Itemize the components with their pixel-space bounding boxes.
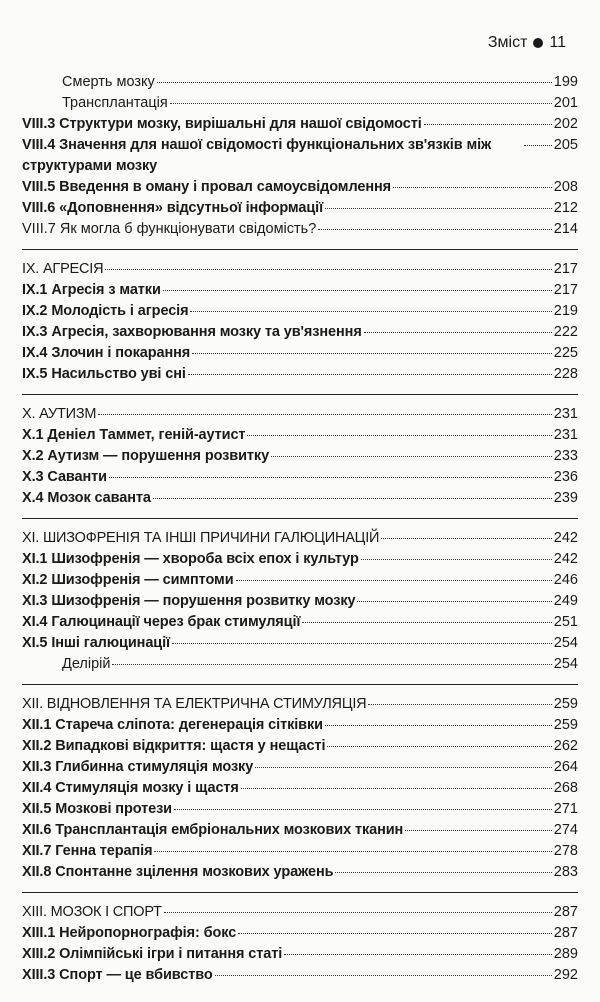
dot-leader (170, 103, 552, 104)
section-divider (22, 249, 578, 250)
toc-entry[interactable] (22, 280, 578, 301)
toc-entry[interactable] (22, 862, 578, 883)
dot-leader (405, 830, 552, 831)
toc-entry-page: 231 (553, 427, 578, 443)
toc-entry-page: 287 (553, 925, 578, 941)
dot-leader (424, 124, 552, 125)
toc-entry-page: 292 (553, 967, 578, 983)
dot-leader (163, 290, 552, 291)
toc-entry[interactable] (22, 93, 578, 114)
toc-entry-page: 236 (553, 469, 578, 485)
toc-entry-page: 259 (553, 696, 578, 712)
toc-entry-page: 242 (553, 530, 578, 546)
dot-leader (361, 559, 552, 560)
toc-entry-title: XII.4 Стимуляція мозку і щастя (22, 780, 239, 796)
toc-entry-title: XII.5 Мозкові протези (22, 801, 172, 817)
toc-entry-title: VIII.3 Структури мозку, вирішальні для нашої свідомості (22, 116, 422, 132)
toc-entry[interactable] (22, 301, 578, 322)
dot-leader (284, 954, 552, 955)
toc-entry[interactable] (22, 72, 578, 93)
toc-entry[interactable] (22, 633, 578, 654)
toc-entry-page: 201 (553, 95, 578, 111)
toc-entry[interactable] (22, 528, 578, 549)
bullet-dot-icon (533, 38, 543, 48)
toc-entry[interactable] (22, 778, 578, 799)
section-divider (22, 518, 578, 519)
dot-leader (154, 851, 551, 852)
toc-entry-title: XII.8 Спонтанне зцілення мозкових уражень (22, 864, 334, 880)
dot-leader (188, 374, 552, 375)
toc-entry[interactable] (22, 591, 578, 612)
toc-entry-page: 217 (553, 282, 578, 298)
toc-entry-title: X. АУТИЗМ (22, 406, 97, 422)
dot-leader (364, 332, 552, 333)
toc-entry[interactable] (22, 654, 578, 675)
dot-leader (112, 664, 551, 665)
toc-entry-title: IX.4 Злочин і покарання (22, 345, 191, 361)
header-title: Зміст (487, 34, 528, 51)
toc-entry[interactable] (22, 902, 578, 923)
toc-entry-title: IX.3 Агресія, захворювання мозку та ув'язнення (22, 324, 362, 340)
dot-leader (238, 933, 552, 934)
toc-section (22, 72, 578, 240)
dot-leader (172, 643, 552, 644)
section-divider (22, 892, 578, 893)
toc-entry[interactable] (22, 425, 578, 446)
toc-entry[interactable] (22, 944, 578, 965)
toc-entry[interactable] (22, 549, 578, 570)
header-page-number: 11 (549, 34, 566, 51)
toc-entry-page: 249 (553, 593, 578, 609)
dot-leader (381, 538, 552, 539)
dot-leader (164, 912, 552, 913)
toc-entry-page: 222 (553, 324, 578, 340)
toc-entry[interactable] (22, 923, 578, 944)
toc-entry-title: XII.2 Випадкові відкриття: щастя у нещасті (22, 738, 326, 754)
toc-entry-title: XII.1 Стареча сліпота: дегенерація сітківки (22, 717, 323, 733)
toc-entry[interactable] (22, 364, 578, 385)
toc-entry-page: 262 (553, 738, 578, 754)
section-divider (22, 394, 578, 395)
toc-section (22, 404, 578, 509)
toc-entry[interactable] (22, 820, 578, 841)
toc-entry-page: 289 (553, 946, 578, 962)
toc-entry-title: XIII.3 Спорт — це вбивство (22, 967, 213, 983)
dot-leader (98, 414, 552, 415)
dot-leader (271, 456, 552, 457)
toc-entry-page: 287 (553, 904, 578, 920)
toc-entry-page: 214 (553, 221, 578, 237)
dot-leader (325, 208, 552, 209)
toc-entry-page: 199 (553, 74, 578, 90)
toc-entry-title: X.3 Саванти (22, 469, 107, 485)
toc-entry-title: IX. АГРЕСІЯ (22, 261, 104, 277)
toc-entry-title: VIII.6 «Доповнення» відсутньої інформації (22, 200, 324, 216)
toc-entry-page: 217 (553, 261, 578, 277)
toc-entry[interactable] (22, 965, 578, 986)
toc-entry-title: Смерть мозку (62, 74, 155, 90)
dot-leader (368, 704, 551, 705)
section-divider (22, 684, 578, 685)
toc-entry[interactable] (22, 799, 578, 820)
toc-entry[interactable] (22, 114, 578, 135)
toc-entry-title: XI.5 Інші галюцинації (22, 635, 171, 651)
dot-leader (325, 725, 552, 726)
toc-entry[interactable] (22, 757, 578, 778)
toc-entry[interactable] (22, 177, 578, 198)
toc-entry[interactable] (22, 467, 578, 488)
toc-section (22, 694, 578, 883)
toc-entry-title: XII. ВІДНОВЛЕННЯ ТА ЕЛЕКТРИЧНА СТИМУЛЯЦІЯ (22, 696, 367, 712)
toc-entry-title: XI.3 Шизофренія — порушення розвитку мозку (22, 593, 356, 609)
toc-entry[interactable] (22, 259, 578, 280)
toc-section (22, 902, 578, 986)
toc-entry-page: 271 (553, 801, 578, 817)
dot-leader (393, 187, 552, 188)
dot-leader (190, 311, 551, 312)
toc-entry-page: 228 (553, 366, 578, 382)
toc-entry-title: XIII.2 Олімпійські ігри і питання статі (22, 946, 283, 962)
toc-entry-title: XI.4 Галюцинації через брак стимуляції (22, 614, 301, 630)
toc-entry-page: 239 (553, 490, 578, 506)
toc-entry-title: XI.2 Шизофренія — симптоми (22, 572, 234, 588)
dot-leader (524, 145, 552, 146)
toc-entry-page: 283 (553, 864, 578, 880)
running-header (488, 34, 566, 52)
toc-entry-title: IX.5 Насильство уві сні (22, 366, 186, 382)
toc-entry-page: 242 (553, 551, 578, 567)
toc-entry-title: VIII.4 Значення для нашої свідомості функціональних зв'язків між структурами мозку (22, 137, 492, 174)
toc-entry-title: XIII.1 Нейропорнографія: бокс (22, 925, 237, 941)
toc-entry-page: 278 (553, 843, 578, 859)
toc-entry-title: X.2 Аутизм — порушення розвитку (22, 448, 270, 464)
dot-leader (302, 622, 551, 623)
dot-leader (255, 767, 552, 768)
toc-entry-title: VIII.5 Введення в оману і провал самоусвідомлення (22, 179, 391, 195)
toc-entry[interactable] (22, 404, 578, 425)
dot-leader (247, 435, 551, 436)
toc-entry-page: 205 (553, 137, 578, 153)
dot-leader (157, 82, 552, 83)
toc-entry-page: 233 (553, 448, 578, 464)
dot-leader (335, 872, 551, 873)
toc-entry[interactable] (22, 446, 578, 467)
toc-entry[interactable] (22, 736, 578, 757)
dot-leader (105, 269, 551, 270)
toc-entry[interactable] (22, 488, 578, 509)
toc-entry[interactable] (22, 570, 578, 591)
toc-entry[interactable] (22, 343, 578, 364)
toc-entry-title: XI. ШИЗОФРЕНІЯ ТА ІНШІ ПРИЧИНИ ГАЛЮЦИНАЦІЙ (22, 530, 380, 546)
dot-leader (215, 975, 552, 976)
dot-leader (174, 809, 552, 810)
toc-section (22, 528, 578, 675)
dot-leader (236, 580, 552, 581)
dot-leader (153, 498, 552, 499)
toc-entry-page: 246 (553, 572, 578, 588)
toc-entry-page: 274 (553, 822, 578, 838)
toc-entry-title: IX.2 Молодість і агресія (22, 303, 189, 319)
toc-entry-title: XI.1 Шизофренія — хвороба всіх епох і культур (22, 551, 359, 567)
toc-entry-page: 268 (553, 780, 578, 796)
toc-entry[interactable] (22, 135, 578, 177)
toc-entry-page: 219 (553, 303, 578, 319)
toc-entry[interactable] (22, 841, 578, 862)
toc-entry-page: 202 (553, 116, 578, 132)
toc-entry-title: XII.7 Генна терапія (22, 843, 153, 859)
dot-leader (357, 601, 551, 602)
toc-entry[interactable] (22, 612, 578, 633)
toc-entry-title: IX.1 Агресія з матки (22, 282, 161, 298)
toc-entry-page: 254 (553, 635, 578, 651)
toc-entry-title: Трансплантація (62, 95, 168, 111)
toc-entry[interactable] (22, 694, 578, 715)
toc-entry-title: XII.6 Трансплантація ембріональних мозкових тканин (22, 822, 404, 838)
table-of-contents (22, 72, 578, 986)
dot-leader (327, 746, 551, 747)
toc-entry-title: Делірій (62, 656, 111, 672)
toc-entry-page: 212 (553, 200, 578, 216)
toc-entry-page: 231 (553, 406, 578, 422)
toc-entry-title: X.1 Деніел Таммет, геній-аутист (22, 427, 246, 443)
toc-entry-page: 225 (553, 345, 578, 361)
toc-entry-page: 259 (553, 717, 578, 733)
dot-leader (318, 229, 552, 230)
toc-entry-title: VIII.7 Як могла б функціонувати свідомість? (22, 221, 317, 237)
toc-entry[interactable] (22, 219, 578, 240)
toc-entry[interactable] (22, 715, 578, 736)
toc-entry-title: XIII. МОЗОК І СПОРТ (22, 904, 162, 920)
toc-entry-page: 208 (553, 179, 578, 195)
toc-entry-page: 251 (553, 614, 578, 630)
toc-entry-title: X.4 Мозок саванта (22, 490, 151, 506)
toc-section (22, 259, 578, 385)
toc-entry[interactable] (22, 198, 578, 219)
dot-leader (109, 477, 552, 478)
dot-leader (241, 788, 552, 789)
toc-entry-title: XII.3 Глибинна стимуляція мозку (22, 759, 254, 775)
toc-entry-page: 264 (553, 759, 578, 775)
toc-entry[interactable] (22, 322, 578, 343)
toc-entry-page: 254 (553, 656, 578, 672)
dot-leader (192, 353, 552, 354)
